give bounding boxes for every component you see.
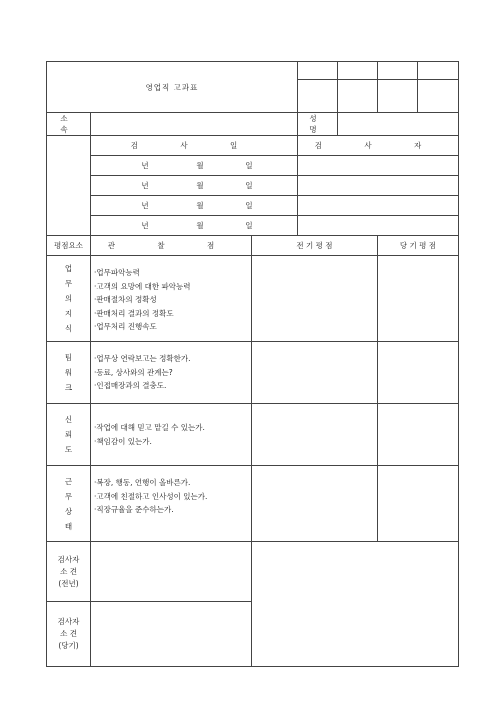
day-label: 일 — [245, 161, 253, 170]
month-label: 월 — [196, 161, 204, 170]
opinion-side-area[interactable] — [252, 542, 459, 667]
factor-column-header: 평점요소 — [47, 236, 91, 256]
year-label: 년 — [141, 201, 149, 210]
exam-date-1[interactable] — [91, 156, 298, 176]
approval-box-2[interactable] — [338, 80, 378, 113]
current-score-column-header: 당 기 평 점 — [378, 236, 459, 256]
approval-box-1[interactable] — [298, 80, 338, 113]
approval-box-1-header[interactable] — [298, 62, 338, 80]
opinion-label-previous: 검사자 소 견 (전년) — [47, 542, 91, 602]
approval-box-2-header[interactable] — [338, 62, 378, 80]
section-items-reliability: ·작업에 대해 믿고 맡길 수 있는가. ·책임감이 있는가. — [91, 404, 252, 466]
approval-box-3[interactable] — [378, 80, 418, 113]
name-field[interactable] — [338, 113, 459, 136]
current-score-work-attitude[interactable] — [378, 466, 459, 542]
day-label: 일 — [245, 201, 253, 210]
current-score-teamwork[interactable] — [378, 342, 459, 404]
opinion-field-current[interactable] — [91, 602, 252, 667]
previous-score-job-knowledge[interactable] — [252, 256, 378, 342]
month-label: 월 — [196, 181, 204, 190]
previous-score-reliability[interactable] — [252, 404, 378, 466]
month-label: 월 — [196, 221, 204, 230]
section-items-job-knowledge: ·업무파악능력 ·고객의 요망에 대한 파악능력 ·판매절차의 정확성 ·판매처리 결과의 정확도 ·업무처리 진행속도 — [91, 256, 252, 342]
examiner-label: 검 사 자 — [298, 136, 459, 156]
exam-date-4[interactable] — [91, 216, 298, 236]
exam-date-label: 검 사 일 — [91, 136, 298, 156]
observation-column-header: 관 찰 점 — [91, 236, 252, 256]
approval-box-3-header[interactable] — [378, 62, 418, 80]
previous-score-column-header: 전 기 평 점 — [252, 236, 378, 256]
approval-box-4-header[interactable] — [418, 62, 459, 80]
name-label: 성 명 — [298, 113, 338, 136]
year-label: 년 — [141, 221, 149, 230]
day-label: 일 — [245, 221, 253, 230]
section-items-teamwork: ·업무상 연락보고는 정확한가. ·동료, 상사와의 관계는? ·인접매장과의 결충도. — [91, 342, 252, 404]
month-label: 월 — [196, 201, 204, 210]
section-items-work-attitude: ·복장, 행동, 언행이 올바른가. ·고객에 친절하고 인사성이 있는가. ·직장규율을 준수하는가. — [91, 466, 252, 542]
current-score-job-knowledge[interactable] — [378, 256, 459, 342]
form-title: 영업직 고과표 — [47, 62, 298, 113]
previous-score-teamwork[interactable] — [252, 342, 378, 404]
exam-date-2[interactable] — [91, 176, 298, 196]
affiliation-field[interactable] — [91, 113, 298, 136]
evaluation-form — [46, 61, 459, 667]
section-label-job-knowledge: 업 무 의 지 식 — [47, 256, 91, 342]
opinion-field-previous[interactable] — [91, 542, 252, 602]
section-label-reliability: 신 뢰 도 — [47, 404, 91, 466]
examiner-3[interactable] — [298, 196, 459, 216]
opinion-label-current: 검사자 소 견 (당기) — [47, 602, 91, 667]
section-label-work-attitude: 근 무 상 태 — [47, 466, 91, 542]
year-label: 년 — [141, 181, 149, 190]
current-score-reliability[interactable] — [378, 404, 459, 466]
date-blank — [47, 136, 91, 236]
day-label: 일 — [245, 181, 253, 190]
previous-score-work-attitude[interactable] — [252, 466, 378, 542]
section-label-teamwork: 팀 워 크 — [47, 342, 91, 404]
year-label: 년 — [141, 161, 149, 170]
affiliation-label: 소 속 — [47, 113, 91, 136]
exam-date-3[interactable] — [91, 196, 298, 216]
examiner-2[interactable] — [298, 176, 459, 196]
approval-box-4[interactable] — [418, 80, 459, 113]
examiner-1[interactable] — [298, 156, 459, 176]
examiner-4[interactable] — [298, 216, 459, 236]
